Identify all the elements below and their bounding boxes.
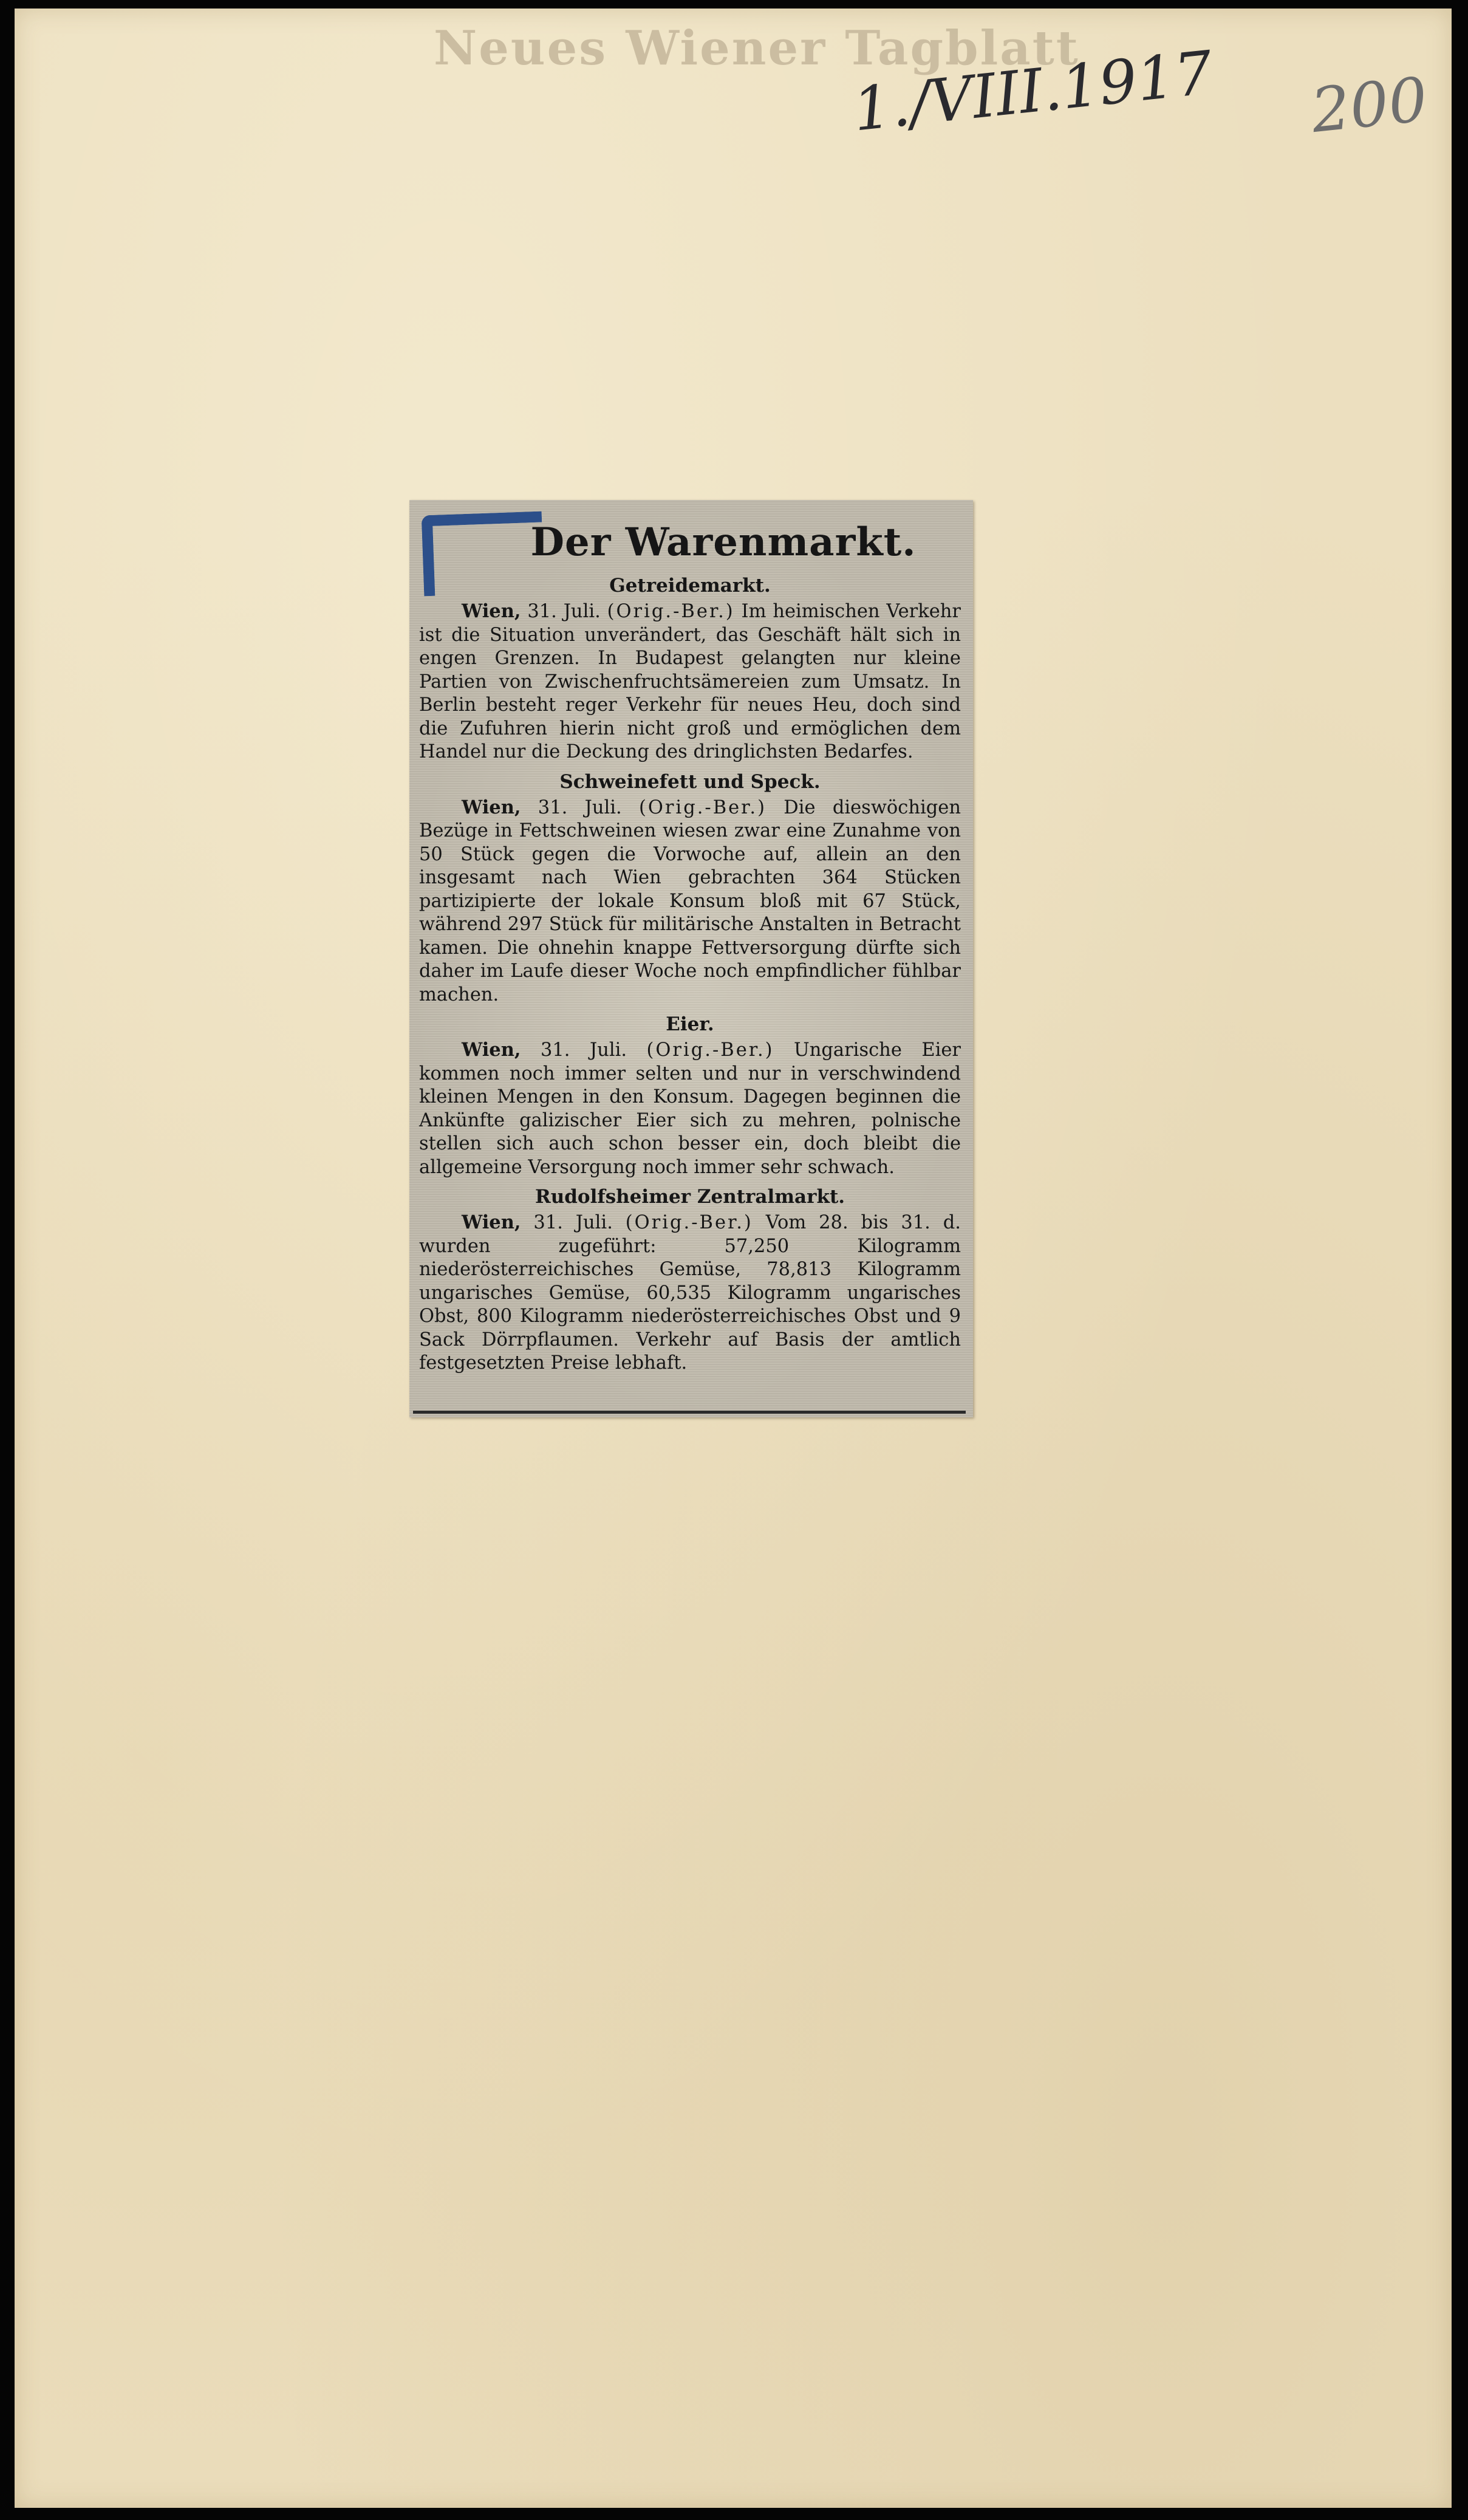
clipping-content — [419, 518, 961, 1375]
dateline-place: Wien, — [462, 796, 521, 818]
newspaper-name-stamp: Neues Wiener Tagblatt — [434, 21, 1080, 76]
section-paragraph-eier — [419, 1038, 961, 1179]
dateline-source: (Orig.-Ber.) — [638, 796, 767, 818]
clipping-bottom-rule — [413, 1411, 966, 1414]
dateline-date: 31. Juli. — [521, 1212, 626, 1233]
section-heading-eier: Eier. — [666, 1013, 714, 1035]
section-paragraph-getreidemarkt — [419, 600, 961, 764]
section-paragraph-schweinefett — [419, 796, 961, 1007]
section-body: Ungarische Eier kommen noch immer selten und nur in verschwindend kleinen Mengen in den Konsum. Dagegen beginnen die Ankünfte galizischer Eier sich zu mehren, polnische stellen sich auch schon besser ein, doch bleibt die allgemeine Versorgung noch immer sehr schwach. — [419, 1039, 961, 1178]
section-paragraph-zentralmarkt — [419, 1211, 961, 1375]
newspaper-clipping — [409, 500, 973, 1417]
dateline-source: (Orig.-Ber.) — [625, 1212, 753, 1233]
dateline-date: 31. Juli. — [521, 1039, 647, 1061]
dateline-place: Wien, — [462, 1211, 521, 1233]
dateline-place: Wien, — [462, 1039, 521, 1061]
dateline-source: (Orig.-Ber.) — [646, 1039, 774, 1061]
dateline-date: 31. Juli. — [521, 796, 639, 818]
handwritten-folio-number: 200 — [1308, 63, 1431, 147]
section-heading-schweinefett: Schweinefett und Speck. — [559, 770, 821, 793]
section-body: Vom 28. bis 31. d. wurden zugeführt: 57,250 Kilogramm niederösterreichisches Gemüse, 78,813 Kilogramm ungarisches Gemüse, 60,535 Kilogramm ungarisches Obst, 800 Kilogramm niederösterreichisches Obst und 9 Sack Dörrpflaumen. Verkehr auf Basis der amtlich festgesetzten Preise lebhaft. — [419, 1212, 961, 1374]
handwritten-date: 1./VIII.1917 — [850, 38, 1216, 145]
dateline-date: 31. Juli. — [521, 601, 607, 622]
section-body: Im heimischen Verkehr ist die Situation unverändert, das Geschäft hält sich in engen Grenzen. In Budapest gelangten nur kleine Partien von Zwischenfruchtsämereien zum Umsatz. In Berlin besteht reger Verkehr für neues Heu, doch sind die Zufuhren hierin nicht groß und ermöglichen dem Handel nur die Deckung des dringlichsten Bedarfes. — [419, 601, 961, 762]
section-heading-zentralmarkt: Rudolfsheimer Zentralmarkt. — [534, 1186, 845, 1208]
dateline-place: Wien, — [462, 600, 521, 622]
section-heading-getreidemarkt: Getreidemarkt. — [609, 575, 771, 597]
dateline-source: (Orig.-Ber.) — [607, 601, 735, 622]
section-body: Die dieswöchigen Bezüge in Fettschweinen wiesen zwar eine Zunahme von 50 Stück gegen die Vorwoche auf, allein an den insgesamt nach Wien gebrachten 364 Stücken partizipierte der lokale Konsum bloß mit 67 Stück, während 297 Stück für militärische Anstalten in Betracht kamen. Die ohnehin knappe Fettversorgung dürfte sich daher im Laufe dieser Woche noch empfindlicher fühlbar machen. — [419, 796, 961, 1005]
article-title: Der Warenmarkt. — [530, 519, 917, 565]
